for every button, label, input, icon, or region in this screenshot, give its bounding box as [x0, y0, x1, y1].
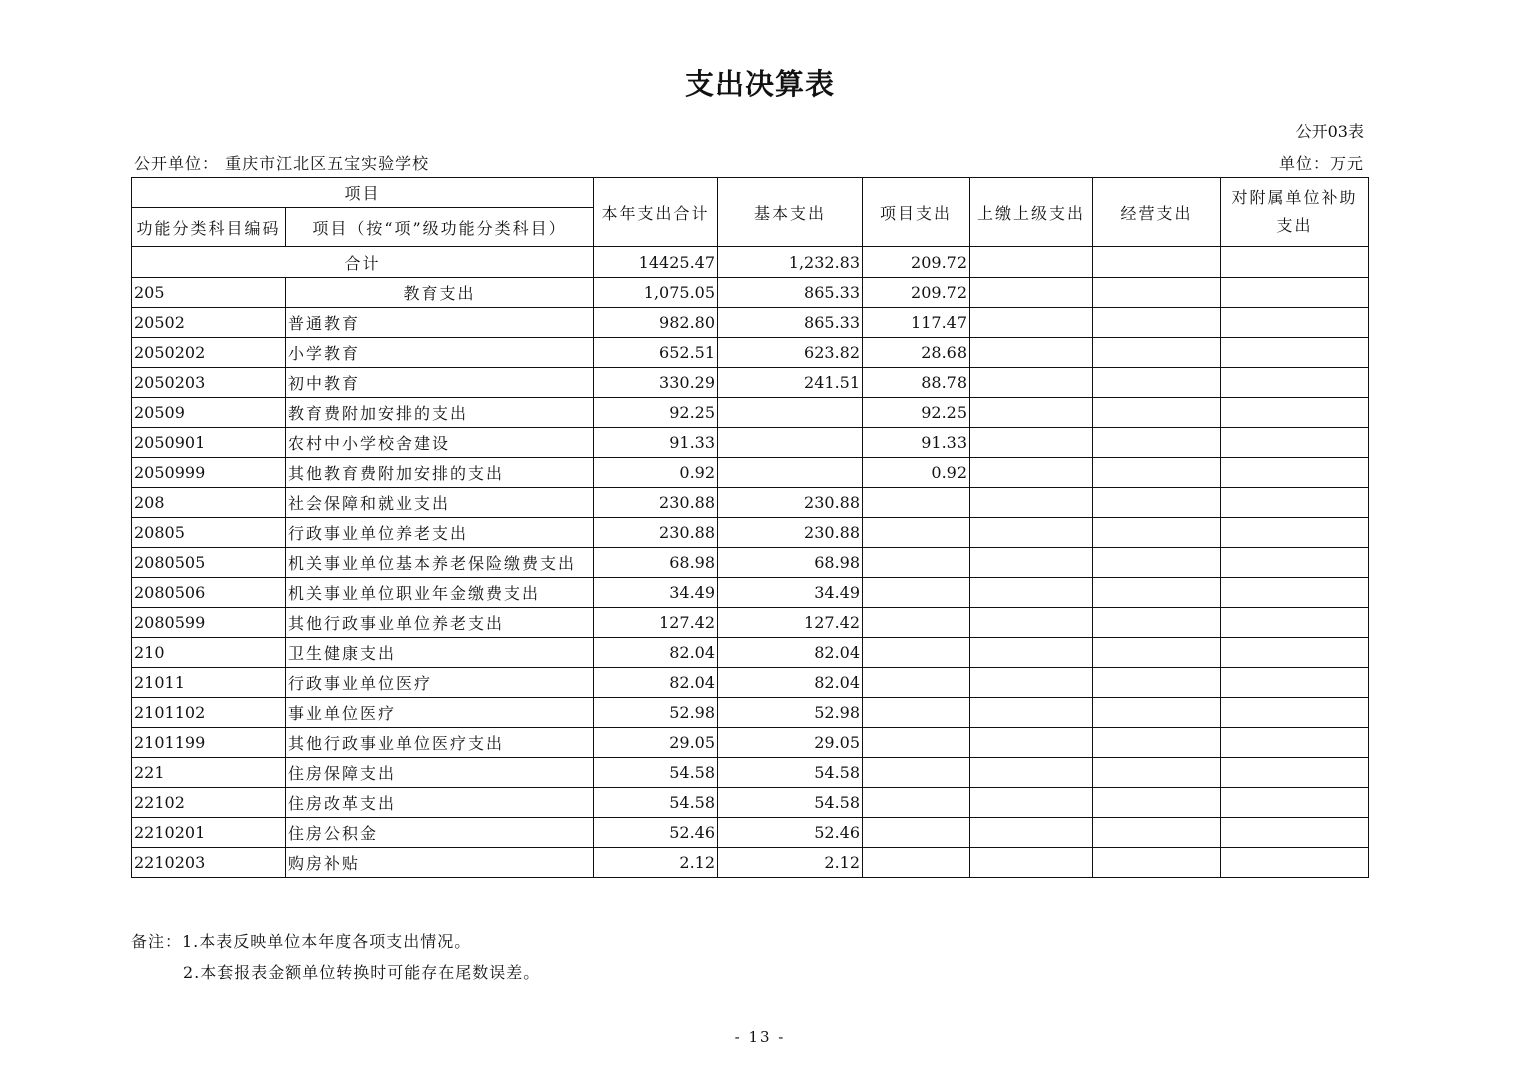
- row-project: [863, 788, 970, 818]
- row-name: 机关事业单位基本养老保险缴费支出: [286, 548, 594, 578]
- row-code: 2080505: [132, 548, 286, 578]
- row-basic: 230.88: [718, 488, 863, 518]
- table-row: [132, 698, 1369, 728]
- row-project: 91.33: [863, 428, 970, 458]
- row-code: 22102: [132, 788, 286, 818]
- row-business: [1093, 398, 1221, 428]
- row-business: [1093, 848, 1221, 878]
- total-business: [1093, 247, 1221, 278]
- row-business: [1093, 818, 1221, 848]
- header-subsidy: 对附属单位补助支出: [1221, 178, 1369, 247]
- row-total: 127.42: [594, 608, 718, 638]
- row-name: 行政事业单位养老支出: [286, 518, 594, 548]
- row-project: 88.78: [863, 368, 970, 398]
- row-project: [863, 518, 970, 548]
- row-code: 2050901: [132, 428, 286, 458]
- row-project: 0.92: [863, 458, 970, 488]
- row-total: 1,075.05: [594, 278, 718, 308]
- row-business: [1093, 788, 1221, 818]
- table-row: [132, 428, 1369, 458]
- table-row: [132, 578, 1369, 608]
- row-total: 68.98: [594, 548, 718, 578]
- total-subsidy: [1221, 247, 1369, 278]
- row-name: 农村中小学校舍建设: [286, 428, 594, 458]
- total-row: [132, 247, 1369, 278]
- row-subsidy: [1221, 458, 1369, 488]
- row-subsidy: [1221, 488, 1369, 518]
- row-upper: [970, 758, 1093, 788]
- row-business: [1093, 728, 1221, 758]
- row-business: [1093, 488, 1221, 518]
- row-code: 20805: [132, 518, 286, 548]
- row-basic: 29.05: [718, 728, 863, 758]
- row-code: 2210203: [132, 848, 286, 878]
- row-name: 社会保障和就业支出: [286, 488, 594, 518]
- table-row: [132, 818, 1369, 848]
- row-business: [1093, 668, 1221, 698]
- header-project: 项目支出: [863, 178, 970, 247]
- row-total: 91.33: [594, 428, 718, 458]
- row-project: [863, 488, 970, 518]
- row-subsidy: [1221, 518, 1369, 548]
- row-name: 机关事业单位职业年金缴费支出: [286, 578, 594, 608]
- row-basic: 241.51: [718, 368, 863, 398]
- table-row: [132, 848, 1369, 878]
- form-number: 公开03表: [1295, 122, 1364, 141]
- table-row: [132, 758, 1369, 788]
- row-code: 21011: [132, 668, 286, 698]
- row-name: 购房补贴: [286, 848, 594, 878]
- table-row: [132, 788, 1369, 818]
- row-upper: [970, 398, 1093, 428]
- row-code: 208: [132, 488, 286, 518]
- header-business: 经营支出: [1093, 178, 1221, 247]
- row-total: 82.04: [594, 638, 718, 668]
- row-name: 其他行政事业单位养老支出: [286, 608, 594, 638]
- row-subsidy: [1221, 578, 1369, 608]
- row-upper: [970, 548, 1093, 578]
- row-name: 卫生健康支出: [286, 638, 594, 668]
- table-row: [132, 338, 1369, 368]
- row-name: 住房公积金: [286, 818, 594, 848]
- row-name: 初中教育: [286, 368, 594, 398]
- row-project: 92.25: [863, 398, 970, 428]
- row-name: 事业单位医疗: [286, 698, 594, 728]
- row-total: 82.04: [594, 668, 718, 698]
- row-subsidy: [1221, 308, 1369, 338]
- row-code: 2101199: [132, 728, 286, 758]
- row-subsidy: [1221, 368, 1369, 398]
- table-row: [132, 548, 1369, 578]
- row-basic: 54.58: [718, 758, 863, 788]
- row-basic: 52.98: [718, 698, 863, 728]
- row-project: [863, 638, 970, 668]
- page-number: - 13 -: [734, 1028, 786, 1046]
- row-subsidy: [1221, 338, 1369, 368]
- header-total: 本年支出合计: [594, 178, 718, 247]
- row-upper: [970, 578, 1093, 608]
- total-project: 209.72: [863, 247, 970, 278]
- table-row: [132, 368, 1369, 398]
- row-total: 230.88: [594, 488, 718, 518]
- row-code: 2210201: [132, 818, 286, 848]
- expenditure-table: [131, 177, 1369, 878]
- row-business: [1093, 698, 1221, 728]
- table-row: [132, 608, 1369, 638]
- row-upper: [970, 308, 1093, 338]
- total-label: 合计: [132, 247, 594, 278]
- table-row: [132, 278, 1369, 308]
- reporting-unit: 公开单位： 重庆市江北区五宝实验学校: [134, 154, 430, 173]
- row-upper: [970, 278, 1093, 308]
- row-basic: 230.88: [718, 518, 863, 548]
- row-upper: [970, 338, 1093, 368]
- row-business: [1093, 458, 1221, 488]
- row-total: 92.25: [594, 398, 718, 428]
- notes: [131, 926, 540, 988]
- row-business: [1093, 578, 1221, 608]
- row-basic: [718, 458, 863, 488]
- row-total: 52.98: [594, 698, 718, 728]
- header-row-1: [132, 178, 1369, 208]
- row-code: 2050202: [132, 338, 286, 368]
- row-name: 其他教育费附加安排的支出: [286, 458, 594, 488]
- row-upper: [970, 818, 1093, 848]
- row-basic: [718, 428, 863, 458]
- row-business: [1093, 758, 1221, 788]
- row-upper: [970, 458, 1093, 488]
- header-basic: 基本支出: [718, 178, 863, 247]
- row-project: 28.68: [863, 338, 970, 368]
- total-basic: 1,232.83: [718, 247, 863, 278]
- row-total: 0.92: [594, 458, 718, 488]
- row-name: 住房保障支出: [286, 758, 594, 788]
- row-upper: [970, 668, 1093, 698]
- row-upper: [970, 848, 1093, 878]
- row-basic: [718, 398, 863, 428]
- header-item: 项目: [132, 178, 594, 208]
- row-upper: [970, 698, 1093, 728]
- row-business: [1093, 518, 1221, 548]
- row-project: [863, 698, 970, 728]
- row-total: 54.58: [594, 758, 718, 788]
- row-name: 小学教育: [286, 338, 594, 368]
- row-code: 2080506: [132, 578, 286, 608]
- row-subsidy: [1221, 818, 1369, 848]
- row-name: 行政事业单位医疗: [286, 668, 594, 698]
- row-total: 2.12: [594, 848, 718, 878]
- row-business: [1093, 548, 1221, 578]
- row-total: 52.46: [594, 818, 718, 848]
- row-code: 205: [132, 278, 286, 308]
- row-code: 20502: [132, 308, 286, 338]
- row-project: [863, 548, 970, 578]
- row-name: 普通教育: [286, 308, 594, 338]
- row-subsidy: [1221, 428, 1369, 458]
- row-basic: 82.04: [718, 638, 863, 668]
- row-subsidy: [1221, 548, 1369, 578]
- row-upper: [970, 488, 1093, 518]
- row-basic: 52.46: [718, 818, 863, 848]
- row-business: [1093, 338, 1221, 368]
- row-basic: 865.33: [718, 278, 863, 308]
- row-total: 982.80: [594, 308, 718, 338]
- row-business: [1093, 368, 1221, 398]
- row-total: 330.29: [594, 368, 718, 398]
- row-project: [863, 848, 970, 878]
- row-code: 210: [132, 638, 286, 668]
- table-row: [132, 458, 1369, 488]
- row-upper: [970, 428, 1093, 458]
- header-upper: 上缴上级支出: [970, 178, 1093, 247]
- row-subsidy: [1221, 638, 1369, 668]
- row-subsidy: [1221, 788, 1369, 818]
- row-business: [1093, 278, 1221, 308]
- row-business: [1093, 428, 1221, 458]
- row-code: 20509: [132, 398, 286, 428]
- row-name: 教育支出: [286, 278, 594, 308]
- header-code: 功能分类科目编码: [132, 208, 286, 247]
- row-basic: 2.12: [718, 848, 863, 878]
- row-total: 54.58: [594, 788, 718, 818]
- row-total: 34.49: [594, 578, 718, 608]
- row-total: 652.51: [594, 338, 718, 368]
- total-upper: [970, 247, 1093, 278]
- row-total: 29.05: [594, 728, 718, 758]
- row-basic: 865.33: [718, 308, 863, 338]
- row-basic: 127.42: [718, 608, 863, 638]
- row-subsidy: [1221, 668, 1369, 698]
- row-subsidy: [1221, 608, 1369, 638]
- row-subsidy: [1221, 728, 1369, 758]
- row-upper: [970, 788, 1093, 818]
- row-total: 230.88: [594, 518, 718, 548]
- row-upper: [970, 608, 1093, 638]
- row-subsidy: [1221, 698, 1369, 728]
- row-project: [863, 608, 970, 638]
- page-title: 支出决算表: [684, 67, 835, 101]
- row-name: 教育费附加安排的支出: [286, 398, 594, 428]
- table-row: [132, 398, 1369, 428]
- table-row: [132, 488, 1369, 518]
- row-project: 209.72: [863, 278, 970, 308]
- row-subsidy: [1221, 758, 1369, 788]
- row-name: 住房改革支出: [286, 788, 594, 818]
- note-line-2: 2.本套报表金额单位转换时可能存在尾数误差。: [183, 963, 541, 982]
- row-project: 117.47: [863, 308, 970, 338]
- table-row: [132, 518, 1369, 548]
- row-project: [863, 728, 970, 758]
- row-name: 其他行政事业单位医疗支出: [286, 728, 594, 758]
- row-code: 221: [132, 758, 286, 788]
- row-upper: [970, 518, 1093, 548]
- row-subsidy: [1221, 278, 1369, 308]
- row-business: [1093, 608, 1221, 638]
- currency-unit: 单位：万元: [1278, 154, 1364, 173]
- row-upper: [970, 368, 1093, 398]
- row-business: [1093, 638, 1221, 668]
- note-line-1: 备注：1.本表反映单位本年度各项支出情况。: [131, 932, 472, 951]
- table-row: [132, 728, 1369, 758]
- row-code: 2080599: [132, 608, 286, 638]
- row-code: 2050999: [132, 458, 286, 488]
- row-project: [863, 578, 970, 608]
- row-upper: [970, 638, 1093, 668]
- row-project: [863, 818, 970, 848]
- table-row: [132, 668, 1369, 698]
- total-amount: 14425.47: [594, 247, 718, 278]
- row-project: [863, 758, 970, 788]
- row-basic: 82.04: [718, 668, 863, 698]
- table-row: [132, 308, 1369, 338]
- row-code: 2050203: [132, 368, 286, 398]
- row-code: 2101102: [132, 698, 286, 728]
- row-business: [1093, 308, 1221, 338]
- row-upper: [970, 728, 1093, 758]
- row-subsidy: [1221, 398, 1369, 428]
- header-name: 项目（按“项”级功能分类科目）: [286, 208, 594, 247]
- row-project: [863, 668, 970, 698]
- row-subsidy: [1221, 848, 1369, 878]
- table-row: [132, 638, 1369, 668]
- row-basic: 68.98: [718, 548, 863, 578]
- row-basic: 54.58: [718, 788, 863, 818]
- row-basic: 34.49: [718, 578, 863, 608]
- row-basic: 623.82: [718, 338, 863, 368]
